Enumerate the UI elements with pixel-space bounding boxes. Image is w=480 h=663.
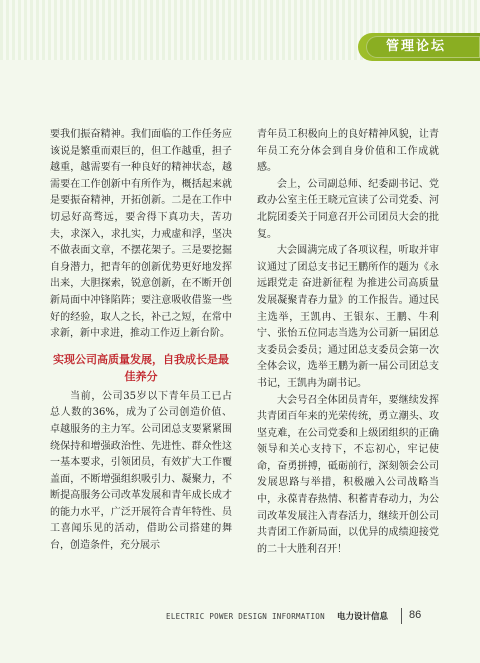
right-paragraph-3: 大会圆满完成了各项议程，听取并审议通过了团总支书记王鹏所作的题为《永远跟党走 奋进新征程 为推进公司高质量发展凝聚青春力量》的工作报告。通过民主选举，王凯冉、王银东、王鹏、牛利宁、张怡五位同志当选为公司新一届团总支委员会委员；通过团总支委员会第一次全体会议，选举王鹏为新一届公司团总支书记，王凯冉为副书记。 [257, 245, 439, 389]
right-paragraph-4: 大会号召全体团员青年，要继续发挥共青团百年来的光荣传统，勇立潮头、攻坚克难，在公司党委和上级团组织的正确领导和关心支持下，不忘初心，牢记使命，奋勇拼搏，砥砺前行，深刻领会公司发展思路与举措，积极融入公司战略当中，永葆青春热情、积蓄青春动力，为公司改革发展注入青春活力，继续开创公司共青团工作新局面，以优异的成绩迎接党的二十大胜利召开！ [257, 394, 439, 555]
page-number: 86 [409, 609, 422, 621]
right-paragraph-2: 会上，公司副总师、纪委副书记、党政办公室主任王晓元宣读了公司党委、河北院团委关于同意召开公司团员大会的批复。 [257, 178, 439, 240]
section-banner [358, 33, 480, 61]
left-paragraph-2: 当前，公司35岁以下青年员工已占总人数的36%，成为了公司创造价值、卓越服务的主力军。公司团总支要紧紧围绕保持和增强政治性、先进性、群众性这一基本要求，引领团员，有效扩大工作覆盖面，不断增强组织吸引力、凝聚力，不断提高服务公司改革发展和青年成长成才的能力水平，广泛开展符合青年特性、员工喜闻乐见的活动，借助公司搭建的舞台，创造条件，充分展示 [50, 390, 232, 552]
section-banner-inner [366, 36, 480, 58]
left-column [50, 127, 232, 555]
section-subheading: 实现公司高质量发展，自我成长是最佳养分 [53, 352, 229, 383]
right-column [257, 127, 439, 558]
footer-divider [401, 608, 402, 624]
page-footer [0, 604, 480, 628]
journal-name-chinese: 电力设计信息 [337, 612, 389, 622]
section-title: 管理论坛 [386, 39, 447, 54]
right-paragraph-1: 青年员工积极向上的良好精神风貌，让青年员工充分体会到自身价值和工作成就感。 [257, 129, 439, 174]
journal-name-english: ELECTRIC POWER DESIGN INFORMATION [166, 612, 325, 621]
left-paragraph-1: 要我们振奋精神。我们面临的工作任务应该说是繁重而艰巨的，但工作越重，担子越重，越需要有一种良好的精神状态，越需要在工作创新中有所作为，概括起来就是要振奋精神，开拓创新。二是在工作中切忌好高骛远，要舍得下真功夫，苦功夫，求深入，求扎实，力戒虚和浮，坚决不做表面文章，不摆花架子。三是要挖掘自身潜力，把青年的创新优势更好地发挥出来，大胆探索，锐意创新，在不断开创新局面中冲锋陷阵；要注意吸收借鉴一些好的经验，取人之长，补己之短，在常中求新，新中求进，推动工作迈上新台阶。 [50, 129, 232, 340]
